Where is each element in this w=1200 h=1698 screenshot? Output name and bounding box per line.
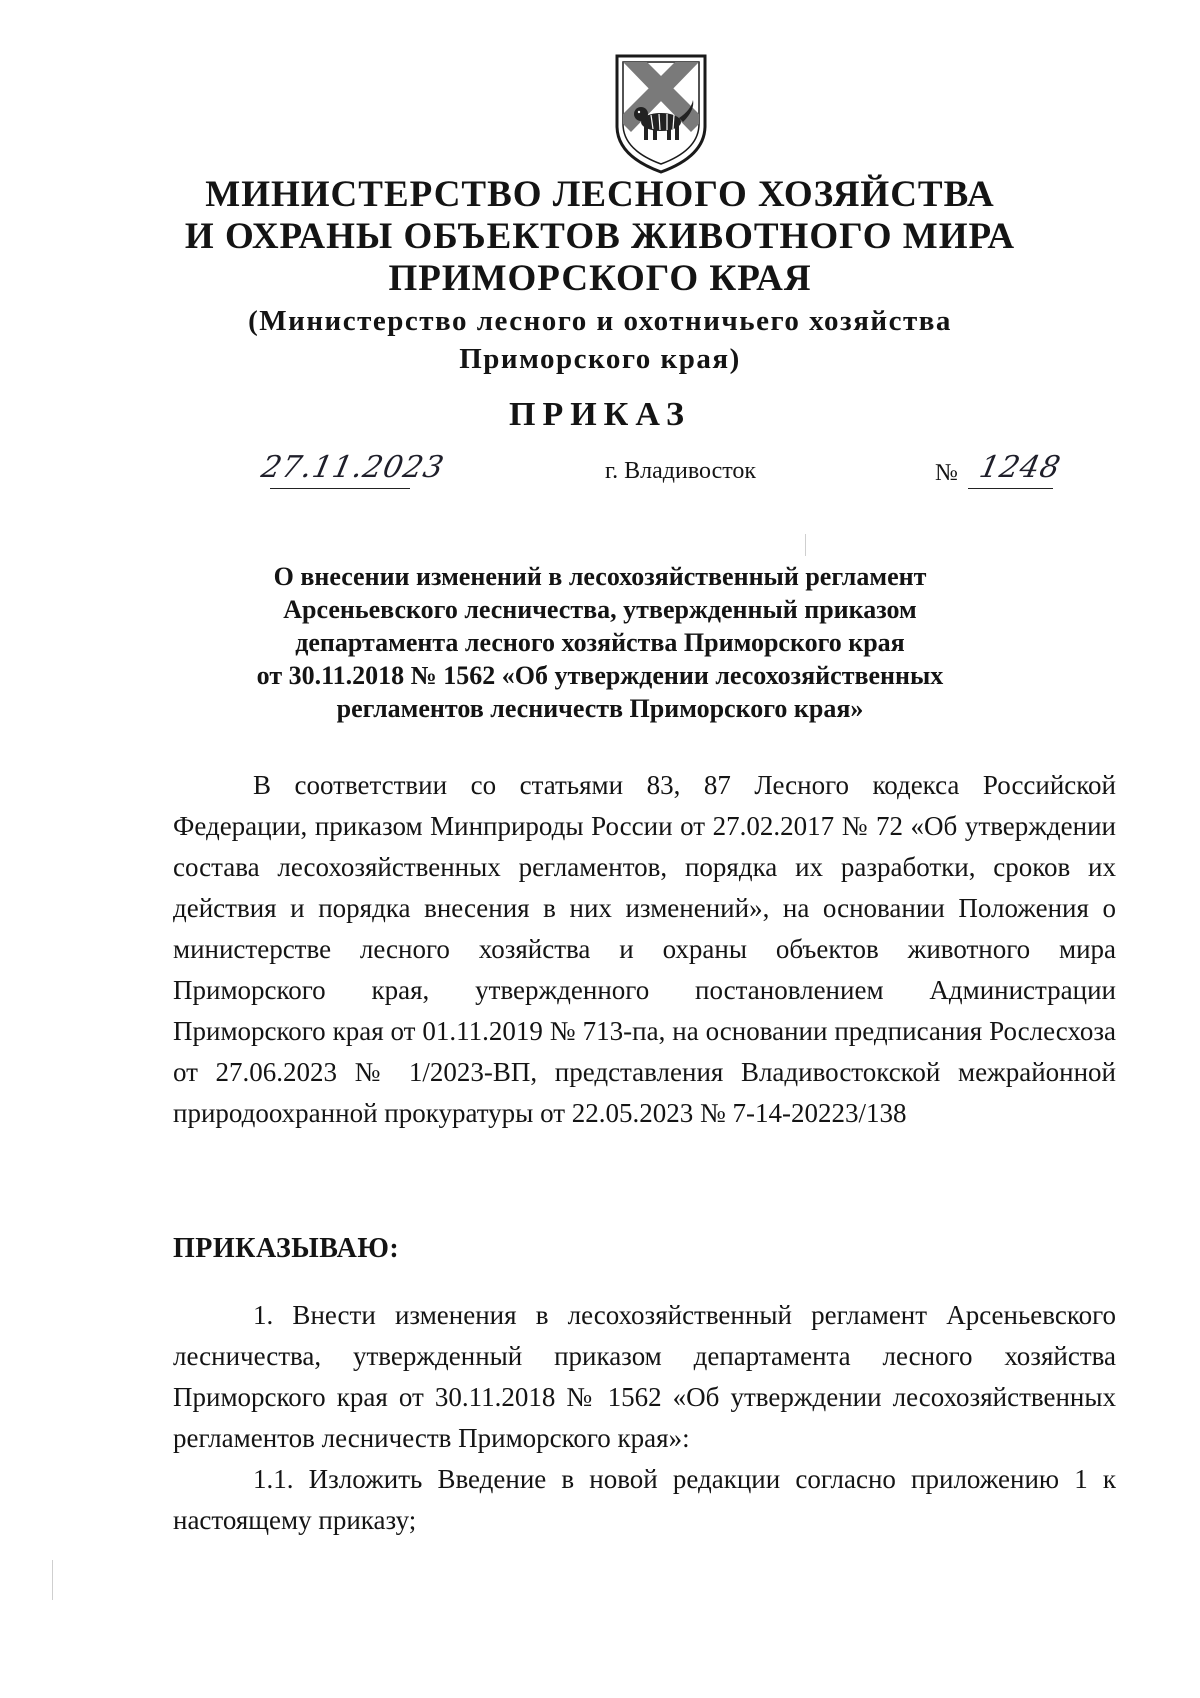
handwritten-date: 27.11.2023 — [258, 450, 448, 485]
organization-name-line2: И ОХРАНЫ ОБЪЕКТОВ ЖИВОТНОГО МИРА — [184, 216, 1016, 257]
handwritten-number: 1248 — [976, 450, 1065, 485]
document-subject — [200, 560, 1000, 725]
number-underline — [968, 488, 1053, 489]
subject-line3: департамента лесного хозяйства Приморского края — [295, 628, 905, 657]
scan-artifact — [52, 1560, 53, 1600]
document-meta-row — [0, 450, 1200, 500]
subject-line4: от 30.11.2018 № 1562 «Об утверждении лесохозяйственных — [256, 661, 944, 690]
organization-name-line1: МИНИСТЕРСТВО ЛЕСНОГО ХОЗЯЙСТВА — [205, 174, 995, 215]
order-word: ПРИКАЗЫВАЮ: — [173, 1233, 400, 1264]
organization-name-line3: ПРИМОРСКОГО КРАЯ — [388, 258, 812, 299]
preamble-block — [173, 765, 1116, 1134]
subject-line5: регламентов лесничеств Приморского края» — [336, 694, 864, 723]
document-type-title: ПРИКАЗ — [509, 396, 691, 433]
order-items-block — [173, 1295, 1116, 1541]
date-underline — [270, 488, 410, 489]
coat-of-arms-icon — [613, 52, 709, 176]
scan-artifact — [805, 534, 806, 556]
preamble-paragraph: В соответствии со статьями 83, 87 Лесного кодекса Российской Федерации, приказом Минприроды России от 27.02.2017 № 72 «Об утверждении состава лесохозяйственных регламентов, порядка их разработки, сроков их действия и порядка внесения в них изменений», на основании Положения о министерстве лесного хозяйства и охраны объектов животного мира Приморского края, утвержденного постановлением Администрации Приморского края от 01.11.2019 № 713-па, на основании предписания Рослесхоза от 27.06.2023 № 1/2023-ВП, представления Владивостокской межрайонной природоохранной прокуратуры от 22.05.2023 № 7-14-20223/138 — [173, 770, 1116, 1128]
subject-line2: Арсеньевского лесничества, утвержденный приказом — [283, 595, 917, 624]
former-name-line2: Приморского края) — [459, 343, 741, 375]
organization-header — [150, 174, 1050, 378]
number-label: № — [935, 460, 958, 486]
former-name-line1: (Министерство лесного и охотничьего хозяйства — [248, 305, 952, 337]
subject-line1: О внесении изменений в лесохозяйственный регламент — [273, 562, 927, 591]
order-item-1: 1. Внести изменения в лесохозяйственный регламент Арсеньевского лесничества, утвержденный приказом департамента лесного хозяйства Приморского края от 30.11.2018 № 1562 «Об утверждении лесохозяйственных регламентов лесничеств Приморского края»: — [173, 1300, 1116, 1453]
order-item-1-1: 1.1. Изложить Введение в новой редакции согласно приложению 1 к настоящему приказу; — [173, 1464, 1116, 1535]
city-label: г. Владивосток — [605, 458, 757, 484]
